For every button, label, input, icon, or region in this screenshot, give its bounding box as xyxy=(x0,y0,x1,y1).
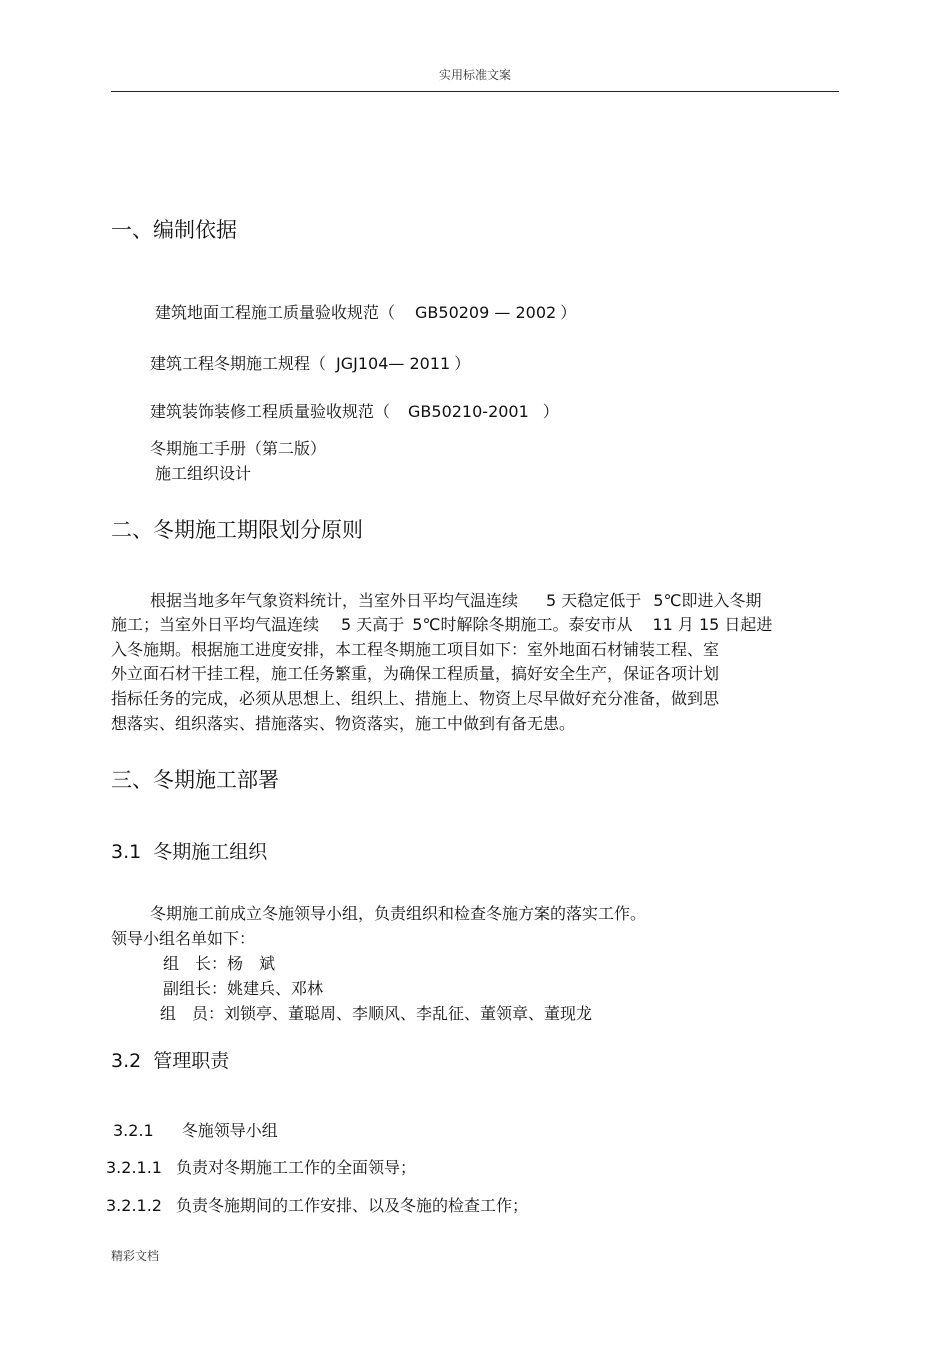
page-footer-text: 精彩文档 xyxy=(111,1249,160,1263)
reference-item-3 xyxy=(150,404,559,420)
reference-name: 建筑装饰装修工程质量验收规范（ xyxy=(150,402,391,421)
subsection-title: 管理职责 xyxy=(153,1050,230,1072)
subsection-3-2-heading xyxy=(111,1052,229,1071)
reference-name: 建筑工程冬期施工规程（ xyxy=(150,354,327,373)
subsection-3-1-heading xyxy=(111,843,267,862)
deputy-row xyxy=(163,981,323,997)
reference-close: ） xyxy=(542,402,559,421)
subsection-3-2-1-heading xyxy=(113,1123,278,1139)
duty-text: 负责冬施期间的工作安排、以及冬施的检查工作； xyxy=(175,1196,528,1215)
leader-row xyxy=(163,956,275,972)
reference-item-4: 冬期施工手册（第二版） xyxy=(150,439,327,458)
reference-name: 建筑地面工程施工质量验收规范（ xyxy=(155,303,396,322)
reference-close: ） xyxy=(454,354,471,373)
members-names: 刘锁亭、董聪周、李顺风、李乱征、董领章、董现龙 xyxy=(224,1004,593,1023)
line-text: 5 天稳定低于 xyxy=(546,591,642,610)
reference-close: ） xyxy=(560,303,577,322)
line-text: 施工；当室外日平均气温连续 xyxy=(111,615,320,634)
duty-text: 负责对冬期施工工作的全面领导； xyxy=(175,1158,416,1177)
subsection-title: 冬施领导小组 xyxy=(181,1121,278,1140)
subsection-title: 冬期施工组织 xyxy=(153,841,268,863)
line-text: 11 月 15 日起进 xyxy=(652,615,773,634)
leader-list-title: 领导小组名单如下： xyxy=(111,929,256,948)
subsection-number: 3.1 xyxy=(111,841,142,863)
subsection-number: 3.2 xyxy=(111,1050,142,1072)
reference-code: JGJ104— 2011 xyxy=(336,354,451,373)
deputy-label: 副组长： xyxy=(163,979,228,998)
paragraph-line-3: 入冬施期。根据施工进度安排，本工程冬期施工项目如下：室外地面石材铺装工程、室 xyxy=(111,640,720,659)
section-1-heading: 一、编制依据 xyxy=(111,218,237,242)
members-label: 组 员： xyxy=(160,1004,225,1023)
line-text: 5℃时解除冬期施工。泰安市从 xyxy=(412,615,633,634)
leader-name: 杨 斌 xyxy=(227,954,276,973)
paragraph-line-1 xyxy=(150,593,761,609)
header-divider xyxy=(111,91,839,92)
reference-item-1 xyxy=(155,305,576,321)
duty-item-2 xyxy=(106,1198,528,1214)
section-2-heading: 二、冬期施工期限划分原则 xyxy=(111,518,363,542)
line-text: 5℃即进入冬期 xyxy=(653,591,762,610)
duty-number: 3.2.1.1 xyxy=(106,1158,162,1177)
deputy-names: 姚建兵、邓林 xyxy=(227,979,324,998)
section-3-heading: 三、冬期施工部署 xyxy=(111,768,279,792)
duty-number: 3.2.1.2 xyxy=(106,1196,162,1215)
paragraph-line-4: 外立面石材干挂工程，施工任务繁重，为确保工程质量，搞好安全生产，保证各项计划 xyxy=(111,664,720,683)
reference-item-5: 施工组织设计 xyxy=(155,464,252,483)
line-text: 5 天高于 xyxy=(341,615,405,634)
organization-intro: 冬期施工前成立冬施领导小组，负责组织和检查冬施方案的落实工作。 xyxy=(150,904,647,923)
paragraph-line-5: 指标任务的完成，必须从思想上、组织上、措施上、物资上尽早做好充分准备，做到思 xyxy=(111,689,720,708)
page-header-title: 实用标准文案 xyxy=(438,68,511,82)
reference-code: GB50210-2001 xyxy=(408,402,529,421)
leader-label: 组 长： xyxy=(163,954,228,973)
duty-item-1 xyxy=(106,1160,416,1176)
reference-item-2 xyxy=(150,356,470,372)
reference-code: GB50209 — 2002 xyxy=(415,303,557,322)
subsection-number: 3.2.1 xyxy=(113,1121,154,1140)
paragraph-line-6: 想落实、组织落实、措施落实、物资落实，施工中做到有备无患。 xyxy=(111,714,576,733)
paragraph-line-2 xyxy=(111,617,772,633)
members-row xyxy=(160,1006,592,1022)
line-text: 根据当地多年气象资料统计，当室外日平均气温连续 xyxy=(150,591,519,610)
